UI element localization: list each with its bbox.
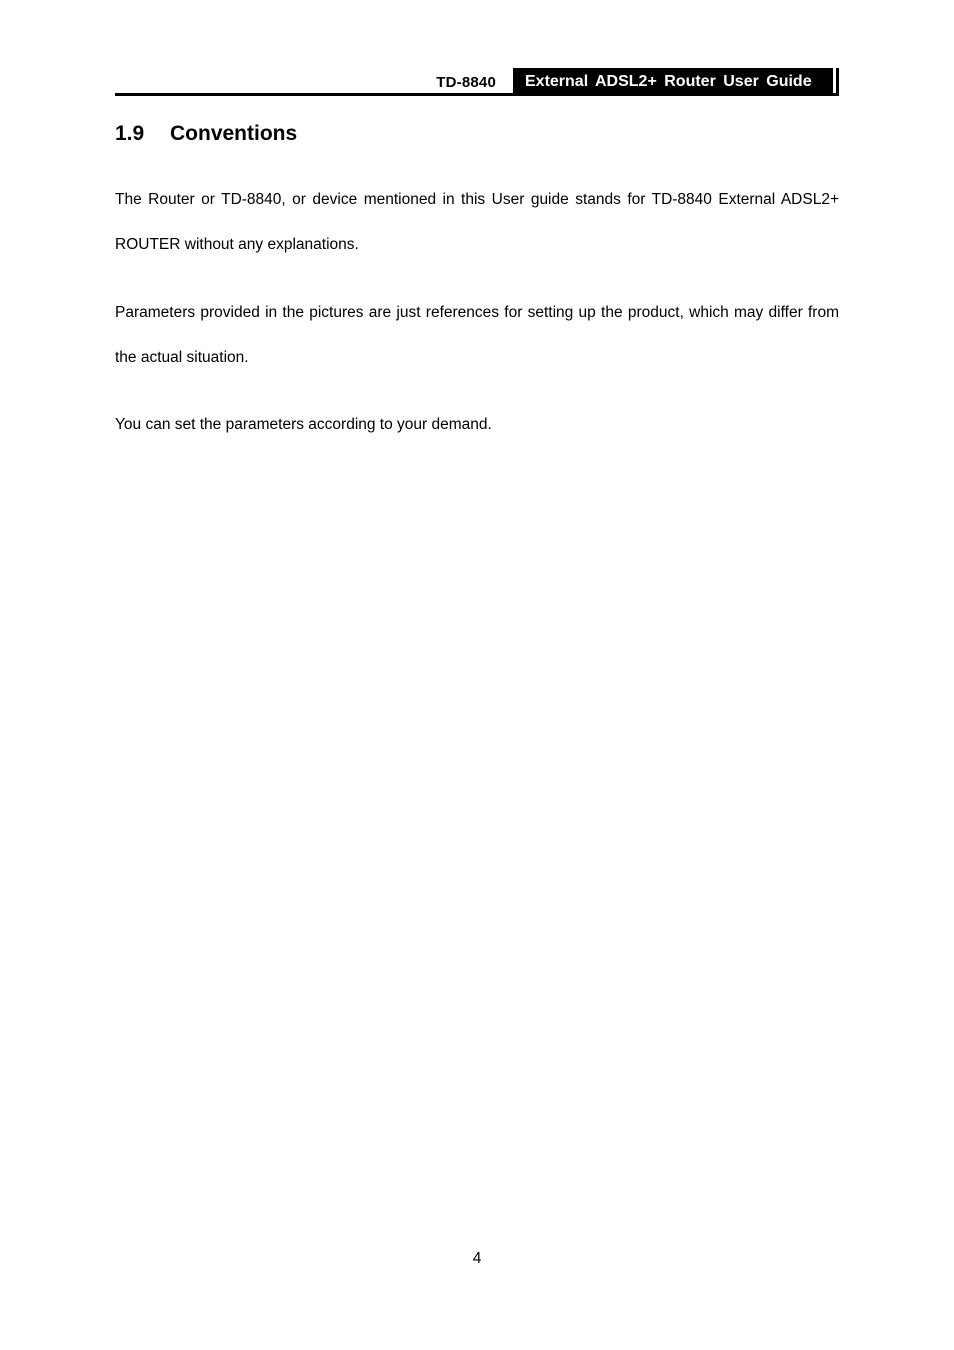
section-title: Conventions xyxy=(170,122,298,145)
section-heading xyxy=(115,121,297,147)
page-number: 4 xyxy=(472,1250,482,1267)
header-guide-title: External ADSL2+ Router User Guide xyxy=(525,73,812,90)
page-header xyxy=(115,68,839,96)
header-title-bar xyxy=(513,68,833,93)
header-bar-gap xyxy=(833,68,835,93)
paragraph: Parameters provided in the pictures are just references for setting up the product, which may differ from the actual situation. xyxy=(115,304,839,366)
header-bar-tick xyxy=(836,68,839,93)
header-rule xyxy=(115,93,839,96)
header-model-name: TD-8840 xyxy=(436,74,496,91)
section-number: 1.9 xyxy=(115,122,145,145)
paragraph: You can set the parameters according to your demand. xyxy=(115,416,492,433)
paragraph: The Router or TD-8840, or device mentioned in this User guide stands for TD-8840 External ADSL2+ ROUTER without any explanations. xyxy=(115,191,839,253)
